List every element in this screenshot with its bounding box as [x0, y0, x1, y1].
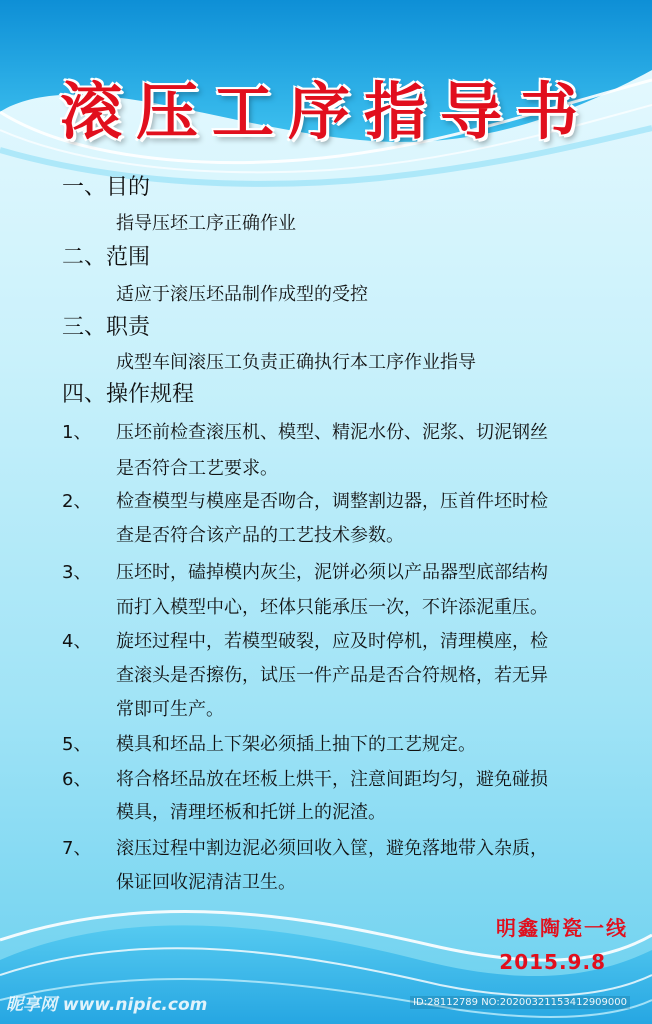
section-heading-procedure: 四、操作规程 [62, 382, 195, 407]
step-line: 查是否符合该产品的工艺技术参数。 [116, 525, 404, 546]
step-line: 压坯前检查滚压机、模型、精泥水份、泥浆、切泥钢丝 [116, 422, 548, 443]
document-date: 2015.9.8 [499, 950, 606, 974]
step-number: 7、 [62, 838, 92, 859]
step-line: 将合格坯品放在坯板上烘干，注意间距均匀，避免碰损 [116, 769, 548, 790]
watermark-id: ID:28112789 NO:20200321153412909000 [410, 996, 630, 1009]
section-text-purpose: 指导压坯工序正确作业 [116, 213, 296, 234]
step-line: 而打入模型中心，坯体只能承压一次，不许添泥重压。 [116, 597, 548, 618]
step-line: 是否符合工艺要求。 [116, 458, 278, 479]
step-number: 3、 [62, 562, 92, 583]
watermark-site: 昵享网 www.nipic.com [6, 995, 208, 1015]
section-heading-scope: 二、范围 [62, 245, 151, 270]
step-line: 保证回收泥清洁卫生。 [116, 872, 296, 893]
step-line: 压坯时，磕掉模内灰尘，泥饼必须以产品器型底部结构 [116, 562, 548, 583]
step-number: 1、 [62, 422, 92, 443]
section-text-responsibility: 成型车间滚压工负责正确执行本工序作业指导 [116, 352, 476, 373]
section-text-scope: 适应于滚压坯品制作成型的受控 [116, 284, 368, 305]
step-number: 4、 [62, 631, 92, 652]
step-line: 滚压过程中割边泥必须回收入筐，避免落地带入杂质， [116, 838, 548, 859]
page-title: 滚压工序指导书 [59, 75, 592, 148]
step-line: 查滚头是否擦伤，试压一件产品是否合符规格，若无异 [116, 665, 548, 686]
step-line: 模具，清理坯板和托饼上的泥渣。 [116, 802, 386, 823]
step-number: 2、 [62, 491, 92, 512]
section-heading-responsibility: 三、职责 [62, 315, 151, 340]
step-line: 常即可生产。 [116, 699, 224, 720]
step-number: 6、 [62, 769, 92, 790]
step-number: 5、 [62, 734, 92, 755]
step-line: 模具和坯品上下架必须插上抽下的工艺规定。 [116, 734, 476, 755]
step-line: 旋坯过程中，若模型破裂，应及时停机，清理模座，检 [116, 631, 548, 652]
step-line: 检查模型与模座是否吻合，调整割边器，压首件坯时检 [116, 491, 548, 512]
company-name: 明鑫陶瓷一线 [496, 916, 628, 940]
section-heading-purpose: 一、目的 [62, 175, 151, 200]
